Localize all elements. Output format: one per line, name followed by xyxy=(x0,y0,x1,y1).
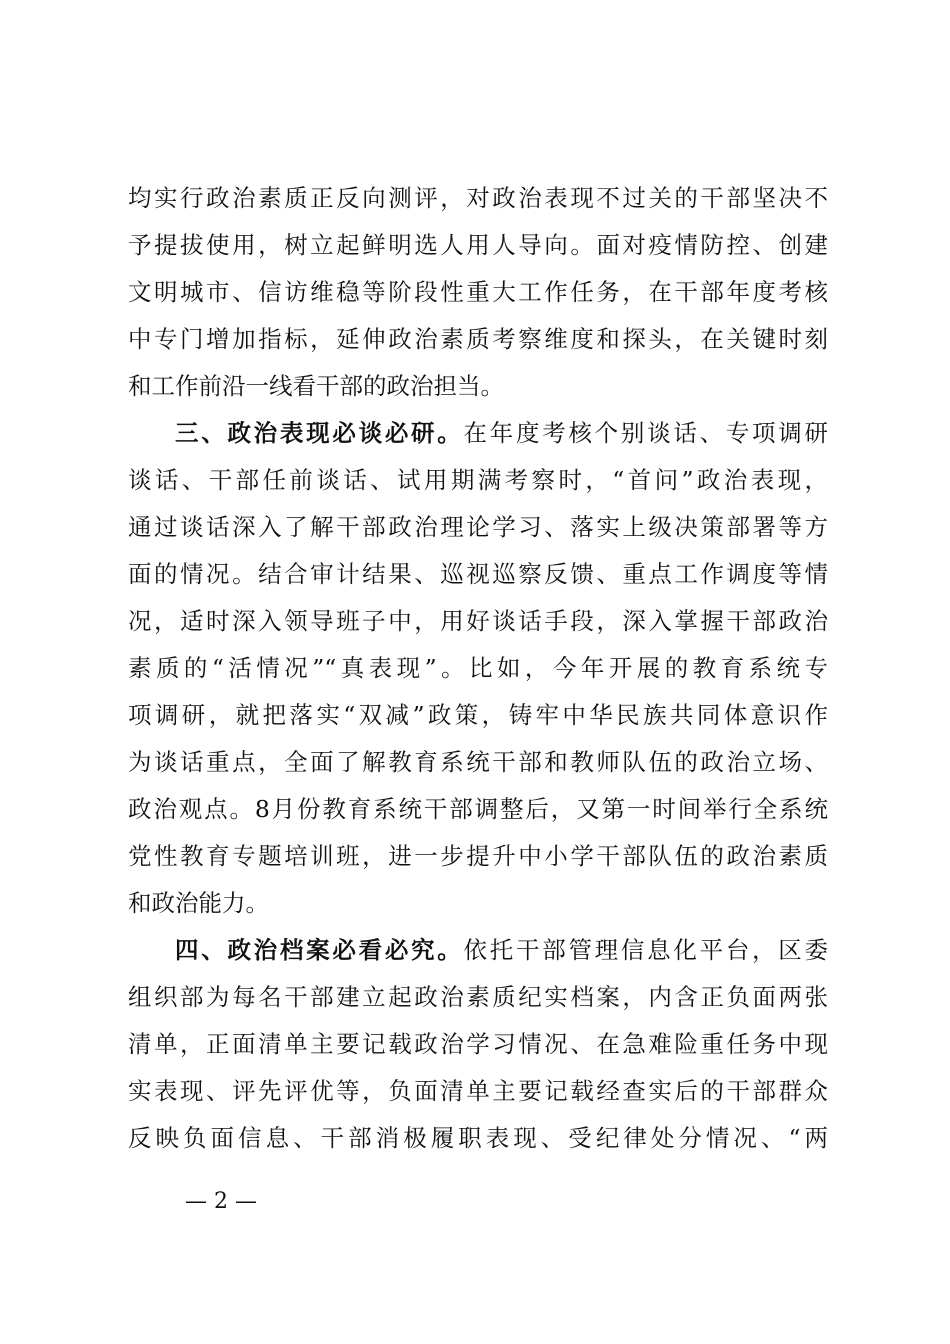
paragraph-line: 反映负面信息、干部消极履职表现、受纪律处分情况、“两 xyxy=(128,1124,828,1152)
paragraph-line: 项调研，就把落实“双减”政策，铸牢中华民族共同体意识作 xyxy=(128,701,828,729)
paragraph-line: 和政治能力。 xyxy=(128,889,269,917)
paragraph-line: 中专门增加指标，延伸政治素质考察维度和探头，在关键时刻 xyxy=(128,325,828,353)
paragraph-line xyxy=(128,932,828,968)
paragraph-line: 素质的“活情况”“真表现”。比如，今年开展的教育系统专 xyxy=(128,654,828,682)
paragraph-line: 清单，正面清单主要记载政治学习情况、在急难险重任务中现 xyxy=(128,1030,828,1058)
paragraph-line: 和工作前沿一线看干部的政治担当。 xyxy=(128,372,504,400)
paragraph-line xyxy=(128,415,828,451)
paragraph-line: 面的情况。结合审计结果、巡视巡察反馈、重点工作调度等情 xyxy=(128,560,828,588)
paragraph-line: 文明城市、信访维稳等阶段性重大工作任务，在干部年度考核 xyxy=(128,278,828,306)
paragraph-line: 均实行政治素质正反向测评，对政治表现不过关的干部坚决不 xyxy=(128,184,828,212)
paragraph-text: 在年度考核个别谈话、专项调研 xyxy=(463,419,829,447)
section-heading: 三、政治表现必谈必研。 xyxy=(175,419,464,447)
paragraph-line: 实表现、评先评优等，负面清单主要记载经查实后的干部群众 xyxy=(128,1077,828,1105)
paragraph-line: 政治观点。8月份教育系统干部调整后，又第一时间举行全系统 xyxy=(128,795,828,823)
paragraph-line: 党性教育专题培训班，进一步提升中小学干部队伍的政治素质 xyxy=(128,842,828,870)
paragraph-line: 况，适时深入领导班子中，用好谈话手段，深入掌握干部政治 xyxy=(128,607,828,635)
paragraph-line: 组织部为每名干部建立起政治素质纪实档案，内含正负面两张 xyxy=(128,983,828,1011)
section-heading: 四、政治档案必看必究。 xyxy=(175,936,464,964)
paragraph-line: 予提拔使用，树立起鲜明选人用人导向。面对疫情防控、创建 xyxy=(128,231,828,259)
paragraph-text: 依托干部管理信息化平台，区委 xyxy=(463,936,829,964)
paragraph-line: 通过谈话深入了解干部政治理论学习、落实上级决策部署等方 xyxy=(128,513,828,541)
page-number: — 2 — xyxy=(185,1189,257,1214)
paragraph-line: 为谈话重点，全面了解教育系统干部和教师队伍的政治立场、 xyxy=(128,748,828,776)
paragraph-line: 谈话、干部任前谈话、试用期满考察时，“首问”政治表现， xyxy=(128,466,828,494)
